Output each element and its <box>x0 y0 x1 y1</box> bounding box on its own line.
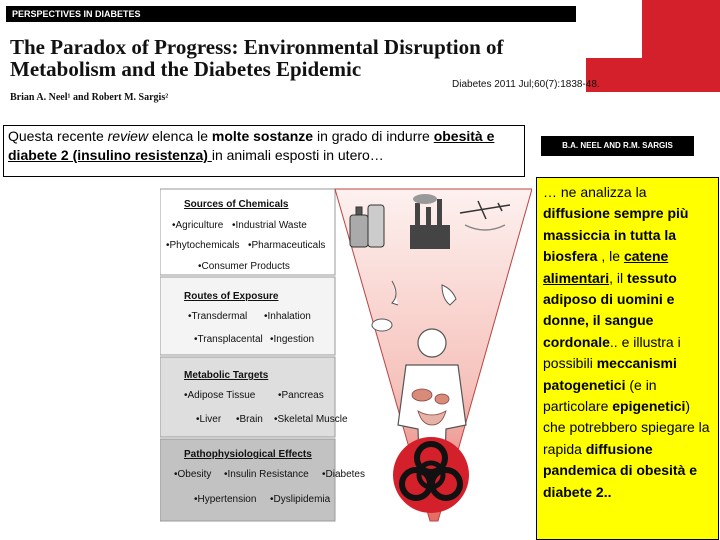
intro-text-7: in animali esposti in utero… <box>211 147 384 163</box>
side-text-adipose: tessuto adiposo di uomini e donne, il sangue cordonale <box>543 269 677 350</box>
intro-text-substances: molte sostanze <box>211 128 314 144</box>
side-text: (e in particolare <box>543 376 657 415</box>
panel-effects-title: Pathophysiological Effects <box>184 449 312 460</box>
side-text-epigenetic: epigenetici <box>612 398 686 415</box>
mouth-icon <box>372 319 392 331</box>
explanation-box <box>536 177 719 540</box>
intro-text-box <box>3 125 525 177</box>
intro-text-3: elenca le <box>148 128 212 144</box>
running-head-bar: B.A. NEEL AND R.M. SARGIS <box>541 136 694 156</box>
panel-effects-item: •Diabetes <box>322 469 365 480</box>
panel-targets-item: •Liver <box>196 414 222 425</box>
side-text-food-chains: catene alimentari <box>543 248 669 286</box>
panel-sources-item: •Phytochemicals <box>166 240 240 251</box>
biohazard-icon <box>393 437 469 513</box>
corner-notch <box>586 0 642 58</box>
journal-section-banner: PERSPECTIVES IN DIABETES <box>6 6 576 22</box>
intro-text-obesity: obesità e diabete 2 (insulino resistenza) <box>8 128 495 163</box>
article-title <box>10 36 570 80</box>
title-line-1: The Paradox of Progress: Environmental Disruption of <box>10 35 504 59</box>
side-text: , le <box>597 248 624 265</box>
side-text-end: .. <box>603 483 612 500</box>
intro-text-1: Questa recente <box>8 128 108 144</box>
side-text: .. e illustra i possibili <box>543 333 681 372</box>
side-text-pandemic: diffusione pandemica di obesità e diabete 2 <box>543 440 698 500</box>
intro-text-5: in grado di indurre <box>313 128 434 144</box>
panel-sources-item: •Agriculture <box>172 220 224 231</box>
panel-targets-title: Metabolic Targets <box>184 370 269 381</box>
panel-effects-item: •Obesity <box>174 469 212 480</box>
panel-sources-item: •Pharmaceuticals <box>248 240 326 251</box>
panel-sources-item: •Industrial Waste <box>232 220 307 231</box>
panel-targets-item: •Skeletal Muscle <box>274 414 348 425</box>
panel-effects-item: •Dyslipidemia <box>270 494 331 505</box>
intro-text-review: review <box>107 128 149 144</box>
panel-routes-item: •Transdermal <box>188 311 248 322</box>
panel-sources-item: •Consumer Products <box>198 261 290 272</box>
panel-effects-item: •Insulin Resistance <box>224 469 309 480</box>
panel-effects-item: •Hypertension <box>194 494 257 505</box>
side-text-diffusion: diffusione sempre più massiccia in tutta la biosfera <box>543 205 689 265</box>
side-text-mechanisms: meccanismi patogenetici <box>543 355 677 393</box>
article-authors: Brian A. Neel¹ and Robert M. Sargis² <box>10 92 169 103</box>
panel-routes-item: •Inhalation <box>264 311 311 322</box>
panel-sources-title: Sources of Chemicals <box>184 199 289 210</box>
panel-routes-item: •Ingestion <box>270 334 315 345</box>
panel-targets-item: •Pancreas <box>278 390 324 401</box>
panel-routes-title: Routes of Exposure <box>184 291 279 302</box>
citation-text: Diabetes 2011 Jul;60(7):1838-48. <box>452 79 600 90</box>
panel-routes-item: •Transplacental <box>194 334 263 345</box>
side-text: , il <box>609 269 628 286</box>
side-text: ) che potrebbero spiegare la rapida <box>543 398 710 457</box>
side-text: … ne analizza la <box>543 184 647 200</box>
panel-targets-item: •Brain <box>236 414 263 425</box>
title-line-2: Metabolism and the Diabetes Epidemic <box>10 57 362 81</box>
panel-targets-item: •Adipose Tissue <box>184 390 256 401</box>
